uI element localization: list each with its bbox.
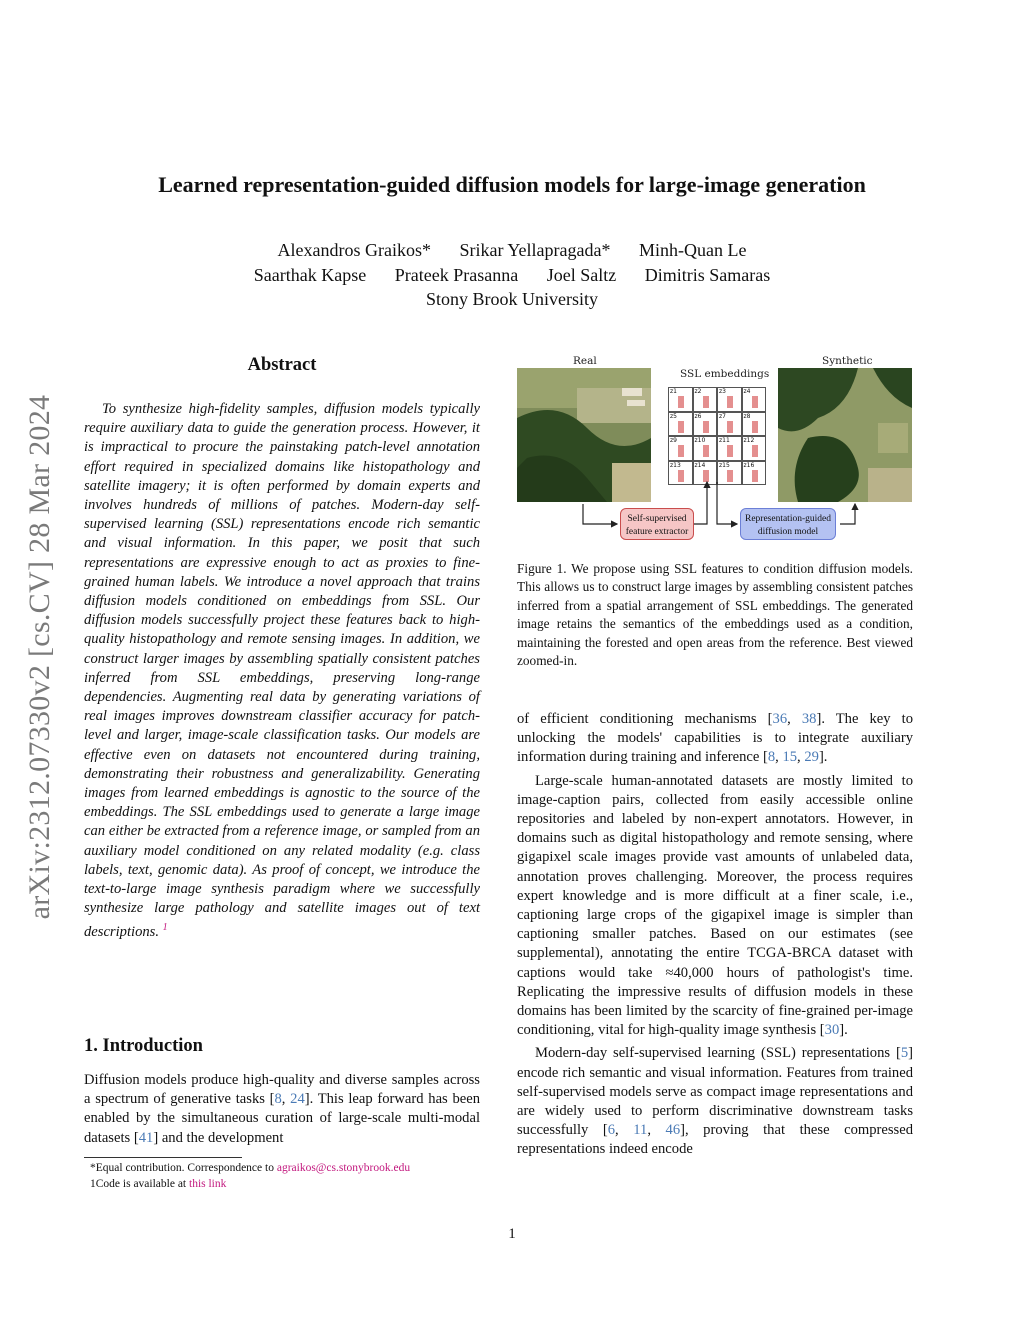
embedding-cell: z13 [669,462,692,485]
section-heading-introduction: 1. Introduction [84,1036,203,1056]
ssl-embedding-grid [668,387,766,485]
citation-link[interactable]: 36 [772,711,788,727]
embedding-cell: z9 [669,437,692,460]
citation-link[interactable]: 8 [274,1091,282,1108]
citation-link[interactable]: 46 [665,1122,681,1139]
citation-link[interactable]: 8 [767,749,776,766]
figure-label-ssl: SSL embeddings [680,368,770,380]
author-name: Saarthak Kapse [253,265,367,285]
embedding-cell: z11 [718,437,741,460]
intro-paragraph [84,1071,480,1148]
footnote-marker[interactable]: 1 [162,922,168,934]
citation-link[interactable]: 24 [290,1091,305,1108]
paragraph: Modern-day self-supervised learning (SSL) representations [5] encode rich semantic and visual information. Features from trained self-supervised models serve as compact image representations and are widely used to perform discriminative downstream tasks successfully [6, 11, 46], proving that these compressed representations indeed encode [517,1045,913,1158]
ssl-feature-extractor-box: Self-supervised feature extractor [620,508,694,540]
footnotes [90,1160,480,1192]
citation-link[interactable]: 15 [782,749,798,766]
embedding-cell: z2 [694,388,717,411]
citation-link[interactable]: 6 [607,1122,616,1139]
citation-link[interactable]: 41 [138,1129,154,1146]
embedding-cell: z15 [718,462,741,485]
embedding-cell: z8 [743,413,766,436]
abstract-heading: Abstract [247,355,317,375]
page-number: 1 [508,1226,516,1242]
embedding-cell: z10 [694,437,717,460]
author-name: Dimitris Samaras [644,265,771,285]
author-name: Alexandros Graikos* [277,240,431,260]
embedding-cell: z12 [743,437,766,460]
citation-link[interactable]: 30 [824,1022,840,1039]
citation-link[interactable]: 29 [804,749,819,766]
author-line-1 [0,240,1024,261]
email-link[interactable]: agraikos@cs.stonybrook.edu [276,1162,411,1174]
citation-link[interactable]: 5 [900,1045,909,1062]
embedding-cell: z6 [694,413,717,436]
citation-link[interactable]: 11 [633,1122,648,1139]
footnote-1: *Equal contribution. Correspondence to agraikos@cs.stonybrook.edu [90,1162,411,1174]
embedding-cell: z16 [743,462,766,485]
figure-label-synthetic: Synthetic [822,355,873,367]
right-column-body [517,710,913,1160]
arxiv-identifier[interactable]: arXiv:2312.07330v2 [cs.CV] 28 Mar 2024 [23,394,56,920]
embedding-cell: z3 [718,388,741,411]
paragraph: of efficient conditioning mechanisms [36, 38]. The key to unlocking the models' capabilities is to integrate auxiliary information during training and inference [8, 15, 29]. [517,711,913,766]
pipeline-arrows [517,480,917,540]
affiliation: Stony Brook University [425,289,598,309]
embedding-cell: z14 [694,462,717,485]
diffusion-model-box: Representation-guided diffusion model [740,508,836,540]
code-link[interactable]: this link [189,1178,227,1190]
embedding-cell: z7 [718,413,741,436]
author-line-2 [0,265,1024,286]
embedding-cell: z4 [743,388,766,411]
figure-caption: Figure 1. We propose using SSL features to condition diffusion models. This allows us to construct large images by assembling consistent patches inferred from a spatial arrangement of SSL embeddings. The generated image retains the semantics of the embeddings used as a condition, maintaining the forested and open areas from the reference. Best viewed zoomed-in. [517,561,913,669]
embedding-cell: z1 [669,388,692,411]
paragraph: Large-scale human-annotated datasets are mostly limited to image-caption pairs, collected from easily accessible online repositories and labeled by non-expert annotators. However, in domains such as digital histopathology and remote sensing, where gigapixel scale images provide vast amounts of unlabeled data, annotation proves challenging. Moreover, the process requires expert knowledge and is more difficult at a finer scale, i.e., captioning large crops of the gigapixel image is simpler than captioning smaller patches. Based on our estimates (see supplemental), annotating the entire TCGA-BRCA dataset with captions would take ≈40,000 hours of pathologist's time. Replicating the impressive results of diffusion models in these domains has been limited by the scarcity of fine-grained per-image conditioning, vital for high-quality image synthesis [30]. [517,772,913,1039]
author-name: Minh-Quan Le [638,240,747,260]
intro-text: Diffusion models produce high-quality and diverse samples across a spectrum of generative tasks [8, 24]. This leap forward has been enabled by the simultaneous curation of large-scale multi-modal datasets [41] and the development [84,1072,480,1146]
embedding-cell: z5 [669,413,692,436]
author-name: Joel Saltz [546,265,617,285]
author-name: Prateek Prasanna [394,265,519,285]
citation-link[interactable]: 38 [801,711,817,727]
footnote-rule [84,1157,242,1158]
figure-label-real: Real [573,355,597,367]
paper-title: Learned representation-guided diffusion models for large-image generation [158,172,866,197]
footnote-2: 1Code is available at this link [90,1178,227,1190]
abstract-text [84,400,480,943]
author-name: Srikar Yellapragada* [459,240,611,260]
abstract-body: To synthesize high-fidelity samples, diffusion models typically require auxiliary data to guide the generation process. However, it is impractical to procure the painstaking patch-level annotation effort required in specialized domains like histopathology and satellite imagery; it is often performed by domain experts and involves hundreds of millions of patches. Modern-day self-supervised learning (SSL) representations encode rich semantic and visual information. In this paper, we posit that such representations are expressive enough to act as proxies to fine-grained human labels. We introduce a novel approach that trains diffusion models conditioned on embeddings from SSL. Our diffusion models successfully project these features back to high-quality histopathology and remote sensing images. In addition, we construct larger images by assembling spatially consistent patches inferred from SSL embeddings, preserving long-range dependencies. Augmenting real data by generating variations of real images improves downstream classifier accuracy for patch-level and larger, image-scale classification tasks. Our models are effective even on datasets not encountered during training, demonstrating their robustness and generalizability. Generating images from learned embeddings is agnostic to the source of the embeddings. The SSL embeddings used to generate a large image can either be extracted from a reference image, or sampled from an auxiliary model conditioned on any related modality (e.g. class labels, text, genomic data). As proof of concept, we introduce the text-to-large image synthesis paradigm where we successfully synthesize large pathology and satellite images out of text descriptions. [84,401,480,941]
